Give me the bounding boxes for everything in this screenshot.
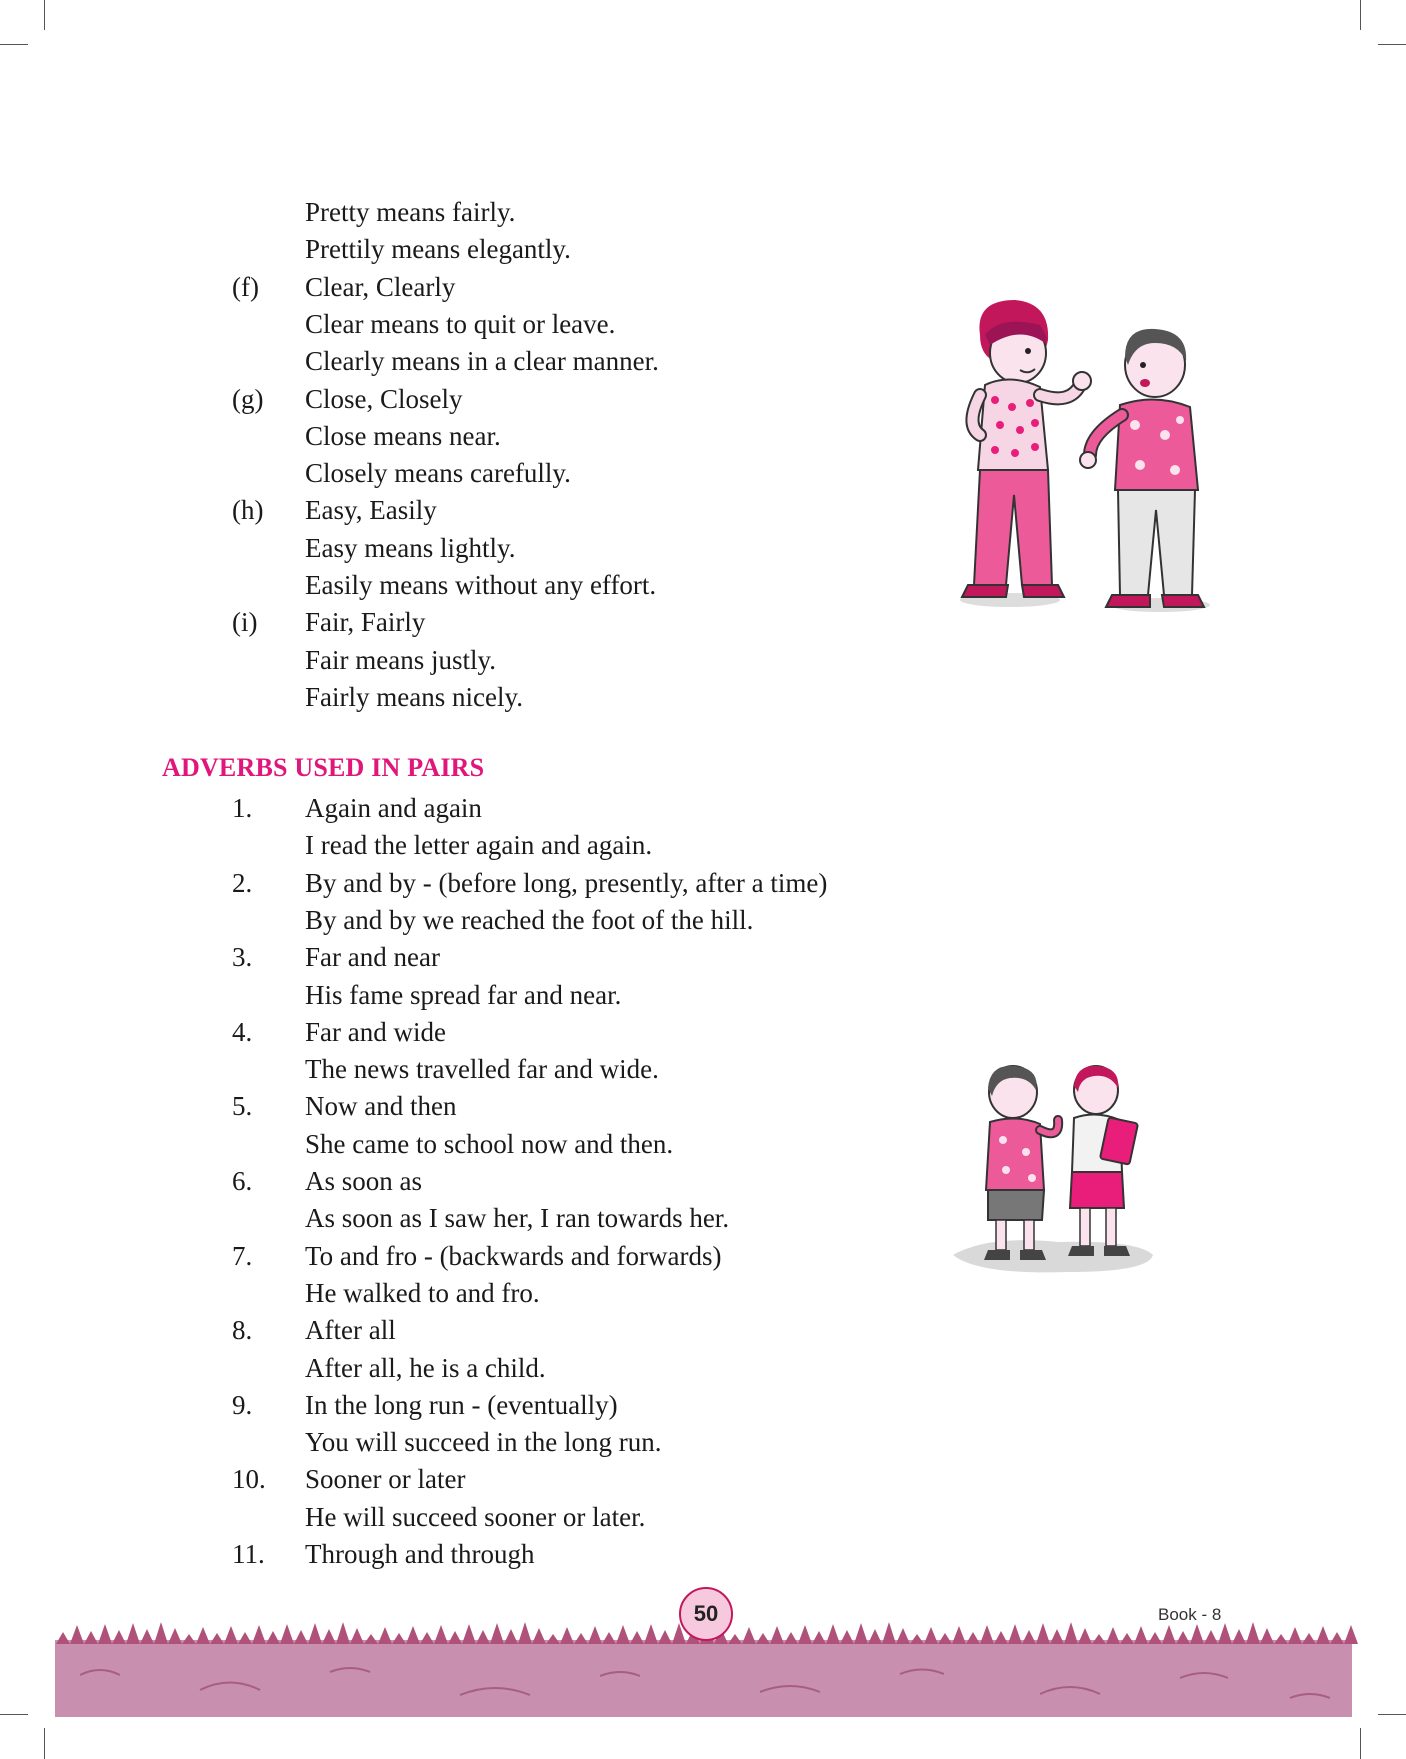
tree-icon [490, 1623, 504, 1644]
tree-icon [434, 1625, 448, 1644]
crop-mark [1360, 1728, 1361, 1759]
item-text: After all, he is a child. [305, 1352, 546, 1383]
tree-icon [1064, 1622, 1078, 1644]
item-text: Now and then [305, 1091, 457, 1122]
tree-icon [1176, 1631, 1190, 1644]
item-text: Easy, Easily [305, 495, 437, 526]
tree-icon [994, 1631, 1008, 1644]
tree-icon [294, 1630, 308, 1644]
item-text: Close means near. [305, 420, 501, 451]
tree-icon [770, 1626, 784, 1644]
tree-icon [854, 1623, 868, 1644]
tree-icon [518, 1622, 532, 1644]
tree-icon [658, 1630, 672, 1644]
item-text: Sooner or later [305, 1464, 466, 1495]
tree-icon [238, 1632, 252, 1644]
item-label: 7. [232, 1240, 253, 1271]
tree-icon [448, 1631, 462, 1644]
tree-icon [252, 1625, 266, 1644]
tree-icon [868, 1629, 882, 1644]
item-text: Through and through [305, 1539, 535, 1569]
tree-icon [168, 1628, 182, 1644]
tree-icon [1344, 1625, 1358, 1644]
tree-icon [1288, 1627, 1302, 1644]
item-label: 9. [232, 1389, 253, 1420]
tree-icon [840, 1630, 854, 1644]
tree-icon [196, 1627, 210, 1644]
item-text: Again and again [305, 793, 482, 823]
item-text: To and fro - (backwards and forwards) [305, 1240, 722, 1271]
tree-icon [1120, 1633, 1134, 1644]
tree-icon [574, 1633, 588, 1644]
tree-icon [1022, 1630, 1036, 1644]
tree-icon [1204, 1630, 1218, 1644]
section-heading: ADVERBS USED IN PAIRS [162, 753, 485, 782]
item-label: 11. [232, 1539, 265, 1569]
item-text: Fair, Fairly [305, 607, 426, 638]
tree-icon [154, 1622, 168, 1644]
item-label: (i) [232, 607, 258, 638]
item-text: As soon as [305, 1166, 423, 1196]
tree-icon [308, 1623, 322, 1644]
tree-icon [1078, 1628, 1092, 1644]
item-label: 8. [232, 1315, 253, 1346]
tree-icon [616, 1625, 630, 1644]
tree-icon [364, 1634, 378, 1644]
tree-icon [336, 1622, 350, 1644]
item-text: He walked to and fro. [305, 1277, 540, 1308]
tree-icon [112, 1630, 126, 1644]
tree-icon [1036, 1623, 1050, 1644]
page-number-badge: 50 [679, 1587, 733, 1641]
item-text: I read the letter again and again. [305, 830, 653, 861]
tree-icon [392, 1633, 406, 1644]
tree-icon [1232, 1629, 1246, 1644]
tree-icon [98, 1624, 112, 1644]
tree-icon [224, 1626, 238, 1644]
tree-icon [728, 1634, 742, 1644]
tree-icon [56, 1632, 70, 1644]
item-label: 10. [232, 1464, 266, 1495]
tree-icon [1246, 1622, 1260, 1644]
tree-icon [644, 1624, 658, 1644]
item-text: Far and near [305, 942, 440, 973]
tree-icon [210, 1633, 224, 1644]
tree-icon [378, 1627, 392, 1644]
tree-icon [952, 1626, 966, 1644]
tree-icon [84, 1631, 98, 1644]
tree-icon [1260, 1628, 1274, 1644]
tree-icon [826, 1624, 840, 1644]
tree-icon [546, 1634, 560, 1644]
item-text: Far and wide [305, 1016, 446, 1047]
item-text: Close, Closely [305, 383, 463, 414]
tree-icon [182, 1634, 196, 1644]
tree-icon [1008, 1624, 1022, 1644]
item-text: Prettily means elegantly. [305, 234, 571, 265]
two-boys-talking-illustration [940, 295, 1230, 620]
item-text: Clear means to quit or leave. [305, 308, 616, 339]
tree-icon [1302, 1633, 1316, 1644]
tree-icon [924, 1627, 938, 1644]
tree-icon [1148, 1632, 1162, 1644]
tree-icon [910, 1634, 924, 1644]
tree-icon [1274, 1634, 1288, 1644]
crop-mark [44, 0, 45, 30]
item-text: After all [305, 1315, 396, 1346]
item-label: 5. [232, 1091, 253, 1122]
item-text: In the long run - (eventually) [305, 1389, 618, 1420]
tree-icon [406, 1626, 420, 1644]
tree-icon [532, 1628, 546, 1644]
tree-icon [1162, 1625, 1176, 1644]
tree-icon [784, 1632, 798, 1644]
tree-icon [798, 1625, 812, 1644]
item-text: His fame spread far and near. [305, 979, 622, 1010]
tree-icon [742, 1627, 756, 1644]
item-text: Clear, Clearly [305, 271, 456, 302]
tree-icon [140, 1629, 154, 1644]
tree-icon [560, 1627, 574, 1644]
item-text: Pretty means fairly. [305, 197, 516, 227]
item-text: You will succeed in the long run. [305, 1427, 662, 1458]
book-label: Book - 8 [1158, 1605, 1222, 1624]
crop-mark [0, 44, 28, 45]
tree-icon [756, 1633, 770, 1644]
tree-icon [1316, 1626, 1330, 1644]
item-label: 2. [232, 867, 253, 898]
tree-icon [1106, 1627, 1120, 1644]
item-text: She came to school now and then. [305, 1128, 674, 1159]
item-text: By and by we reached the foot of the hill. [305, 904, 754, 935]
tree-icon [280, 1624, 294, 1644]
item-text: As soon as I saw her, I ran towards her. [305, 1203, 730, 1234]
tree-icon [966, 1632, 980, 1644]
item-label: (f) [232, 271, 259, 302]
tree-icon [322, 1629, 336, 1644]
item-label: 6. [232, 1166, 253, 1196]
crop-mark [1378, 44, 1406, 45]
item-label: 3. [232, 942, 253, 973]
tree-icon [1330, 1632, 1344, 1644]
two-boys-with-book-illustration [948, 1060, 1163, 1280]
tree-icon [420, 1632, 434, 1644]
tree-icon [1218, 1623, 1232, 1644]
item-text: Easy means lightly. [305, 532, 516, 563]
tree-icon [938, 1633, 952, 1644]
tree-icon [980, 1625, 994, 1644]
tree-icon [602, 1632, 616, 1644]
item-label: 1. [232, 793, 253, 823]
item-text: The news travelled far and wide. [305, 1054, 659, 1085]
tree-icon [476, 1630, 490, 1644]
tree-icon [1050, 1629, 1064, 1644]
item-text: Clearly means in a clear manner. [305, 346, 659, 377]
item-label: 4. [232, 1016, 253, 1047]
tree-icon [630, 1631, 644, 1644]
tree-icon [1134, 1626, 1148, 1644]
crop-mark [1360, 0, 1361, 30]
item-label: (g) [232, 383, 264, 414]
tree-icon [126, 1623, 140, 1644]
tree-icon [504, 1629, 518, 1644]
tree-icon [1092, 1634, 1106, 1644]
item-text: Easily means without any effort. [305, 570, 657, 600]
tree-icon [812, 1631, 826, 1644]
tree-icon [266, 1631, 280, 1644]
tree-icon [896, 1628, 910, 1644]
item-text: By and by - (before long, presently, after a time) [305, 867, 828, 898]
tree-icon [70, 1625, 84, 1644]
crop-mark [44, 1728, 45, 1759]
tree-icon [462, 1624, 476, 1644]
tree-icon [882, 1622, 896, 1644]
item-label: (h) [232, 495, 264, 526]
item-text: Fairly means nicely. [305, 681, 523, 712]
tree-icon [588, 1626, 602, 1644]
item-text: Fair means justly. [305, 644, 496, 675]
item-text: He will succeed sooner or later. [305, 1501, 646, 1532]
tree-icon [350, 1628, 364, 1644]
tree-icon [1190, 1624, 1204, 1644]
item-text: Closely means carefully. [305, 458, 571, 489]
